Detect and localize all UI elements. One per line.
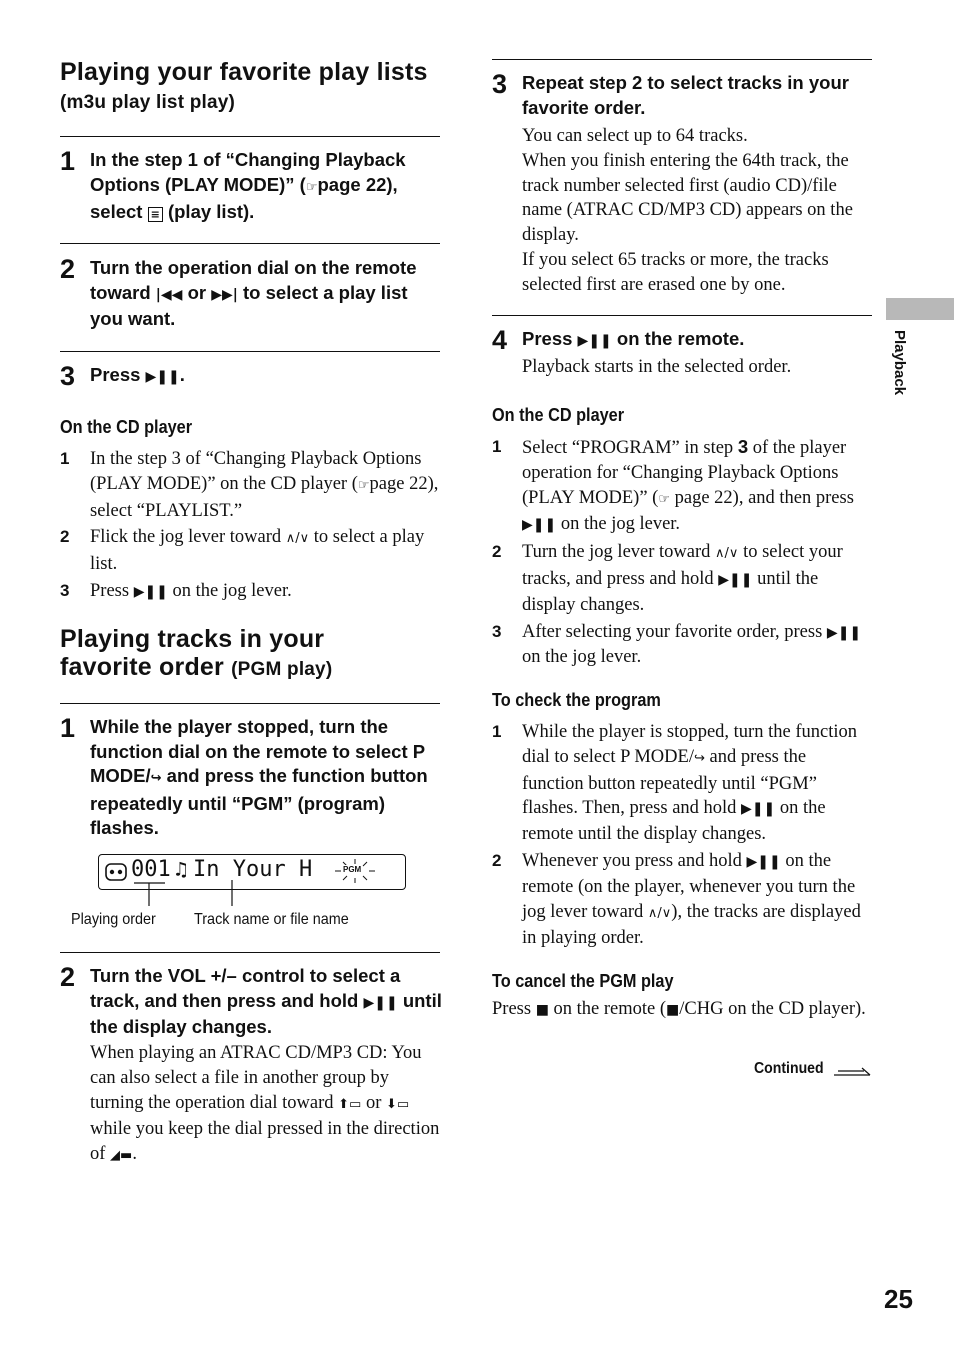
disc-icon: [105, 861, 127, 883]
step-3-playlist: [60, 361, 440, 393]
list-item: 1 While the player is stopped, turn the function dial to select P MODE/↪ and press the function button repeatedly until “PGM” flashes. Then, press and hold ▶❚❚ on the remote until the display changes.: [492, 722, 857, 845]
reference-icon: ☞: [658, 491, 670, 507]
step-2-playlist: [60, 254, 440, 334]
stop-icon: ■: [535, 1002, 549, 1018]
up-down-icon: ∧/∨: [647, 905, 672, 921]
divider: [60, 243, 440, 244]
continued-label: Continued: [754, 1060, 824, 1077]
play-pause-icon: ▶❚❚: [746, 853, 781, 870]
up-down-icon: ∧/∨: [285, 531, 310, 547]
page-number: 25: [884, 1284, 913, 1314]
section-title-pgm: [60, 625, 440, 684]
repeat-arrow-icon: ↪: [693, 750, 705, 766]
step-body: Playback starts in the selected order.: [522, 357, 792, 377]
step-heading: [90, 964, 442, 1040]
play-pause-icon: ▶❚❚: [741, 801, 776, 818]
lcd-callout-lines: [130, 880, 330, 910]
section-title-sub: (PGM play): [231, 659, 333, 680]
step-heading: [90, 148, 442, 228]
step-heading: [90, 256, 442, 332]
list-item: 1 In the step 3 of “Changing Playback Options (PLAY MODE)” on the CD player (☞page 22), select “PLAYLIST.”: [60, 449, 439, 521]
step-heading: Repeat step 2 to select tracks in your favorite order.: [522, 72, 849, 118]
list-item: 2 Flick the jog lever toward ∧/∨ to select a play list.: [60, 527, 425, 575]
step-1-pgm: [60, 713, 440, 843]
reference-icon: ☞: [305, 179, 318, 195]
play-pause-icon: ▶❚❚: [826, 624, 862, 641]
list-item: 1 Select “PROGRAM” in step 3 of the player operation for “Changing Playback Options (PLAY MODE)” (☞ page 22), and then press ▶❚❚ on the jog lever.: [492, 436, 854, 535]
step-text: and press the function button repeatedly until “PGM” (program) flashes.: [90, 765, 428, 838]
play-pause-icon: ▶❚❚: [577, 333, 612, 349]
repeat-arrow-icon: ↪: [150, 771, 162, 786]
section-title-playlists: [60, 58, 440, 117]
play-pause-icon: ▶❚❚: [145, 369, 180, 385]
list-item: 2 Whenever you press and hold ▶❚❚ on the remote (on the player, whenever you turn the jog lever toward ∧/∨), the tracks are displayed in playing order.: [492, 850, 861, 949]
group-down-icon: ⬇▭: [386, 1096, 410, 1112]
step-number: 2: [60, 254, 76, 284]
pgm-indicator: [335, 861, 375, 883]
step-text: (play list).: [162, 201, 255, 222]
step-text: until the display changes.: [90, 989, 442, 1037]
section-title-main: Playing tracks in your: [60, 625, 325, 653]
caption-playing-order: Playing order: [71, 911, 156, 928]
next-track-icon: ▶▶|: [211, 286, 238, 303]
music-note-icon: ♫: [175, 857, 188, 881]
play-pause-icon: ▶❚❚: [133, 583, 168, 600]
play-pause-icon: ▶❚❚: [363, 994, 398, 1011]
step-heading: Press ▶❚❚ on the remote.: [522, 328, 745, 349]
step-body: When playing an ATRAC CD/MP3 CD: You can also select a file in another group by turning the operation dial toward ⬆▭ or ⬇▭ while you keep the dial pressed in the direction of ◢▬.: [90, 1043, 440, 1165]
lcd-playing-order: 001: [131, 857, 171, 882]
list-item: 2 Turn the jog lever toward ∧/∨ to select your tracks, and press and hold ▶❚❚ until the display changes.: [492, 542, 843, 615]
step-body: You can select up to 64 tracks. When you finish entering the 64th track, the track number selected first (audio CD)/file name (ATRAC CD/MP3 CD) appears on the display. If you select 65 tracks or more, the tracks selected first are erased one by one.: [522, 126, 853, 295]
step-number: 2: [60, 962, 76, 992]
step-text: .: [179, 364, 185, 385]
step-number: 3: [60, 361, 76, 391]
cd-player-steps: [492, 435, 867, 672]
subheading-cd-player: On the CD player: [60, 416, 193, 437]
play-pause-icon: ▶❚❚: [522, 517, 557, 534]
step-heading: [90, 363, 185, 390]
step-text: to select a play list you want.: [90, 281, 408, 329]
divider: [60, 952, 440, 953]
step-text: page 22), select: [90, 173, 398, 222]
divider: [60, 351, 440, 352]
list-item: 3 After selecting your favorite order, press ▶❚❚ on the jog lever.: [492, 621, 862, 668]
section-title-sub: (m3u play list play): [60, 92, 236, 113]
divider: [60, 703, 440, 704]
section-title-main: favorite order: [60, 653, 224, 681]
press-direction-icon: ◢▬: [110, 1148, 133, 1164]
step-2-pgm: [60, 962, 440, 1172]
step-text: Turn the VOL +/– control to select a track, and then press and hold: [90, 965, 401, 1011]
caption-track-name: Track name or file name: [194, 911, 349, 928]
step-text: While the player stopped, turn the function dial on the remote to select P MODE/: [90, 716, 425, 786]
check-program-steps: [492, 720, 867, 953]
divider: [492, 59, 872, 60]
step-3-pgm: [492, 69, 872, 304]
divider: [492, 315, 872, 316]
step-text: Turn the operation dial on the remote toward: [90, 257, 417, 303]
step-number: 1: [60, 713, 76, 743]
previous-track-icon: |◀◀: [155, 286, 183, 303]
play-pause-icon: ▶❚❚: [718, 571, 753, 588]
step-number: 3: [492, 69, 508, 99]
reference-icon: ☞: [357, 477, 370, 493]
step-4-pgm: [492, 325, 872, 385]
cd-player-steps: [60, 447, 440, 607]
step-text: Press: [90, 364, 146, 385]
pgm-label: PGM: [343, 865, 362, 874]
step-number: 1: [60, 146, 76, 176]
step-1-playlist: [60, 146, 440, 236]
step-heading: [90, 715, 442, 841]
lcd-track-name: In Your H: [193, 857, 313, 882]
step-text: In the step 1 of “Changing Playback Options (PLAY MODE)” (: [90, 149, 406, 195]
subheading-check-program: To check the program: [492, 689, 661, 710]
section-title-main: Playing your favorite play lists: [60, 58, 428, 86]
list-item: 3 Press ▶❚❚ on the jog lever.: [60, 580, 292, 601]
section-tab-marker: [886, 298, 954, 320]
play-list-icon: ≡: [148, 207, 163, 222]
group-up-icon: ⬆▭: [338, 1096, 362, 1112]
cancel-pgm-text: Press ■ on the remote (■/CHG on the CD player).: [492, 999, 866, 1019]
subheading-cancel-pgm: To cancel the PGM play: [492, 970, 674, 991]
up-down-icon: ∧/∨: [715, 546, 739, 562]
step-number: 4: [492, 325, 508, 355]
stop-icon: ■: [666, 1002, 680, 1018]
subheading-cd-player: On the CD player: [492, 404, 625, 425]
step-text: or: [182, 281, 212, 303]
divider: [60, 136, 440, 137]
continued-arrow-icon: [834, 1067, 872, 1079]
side-section-label: Playback: [891, 330, 908, 396]
